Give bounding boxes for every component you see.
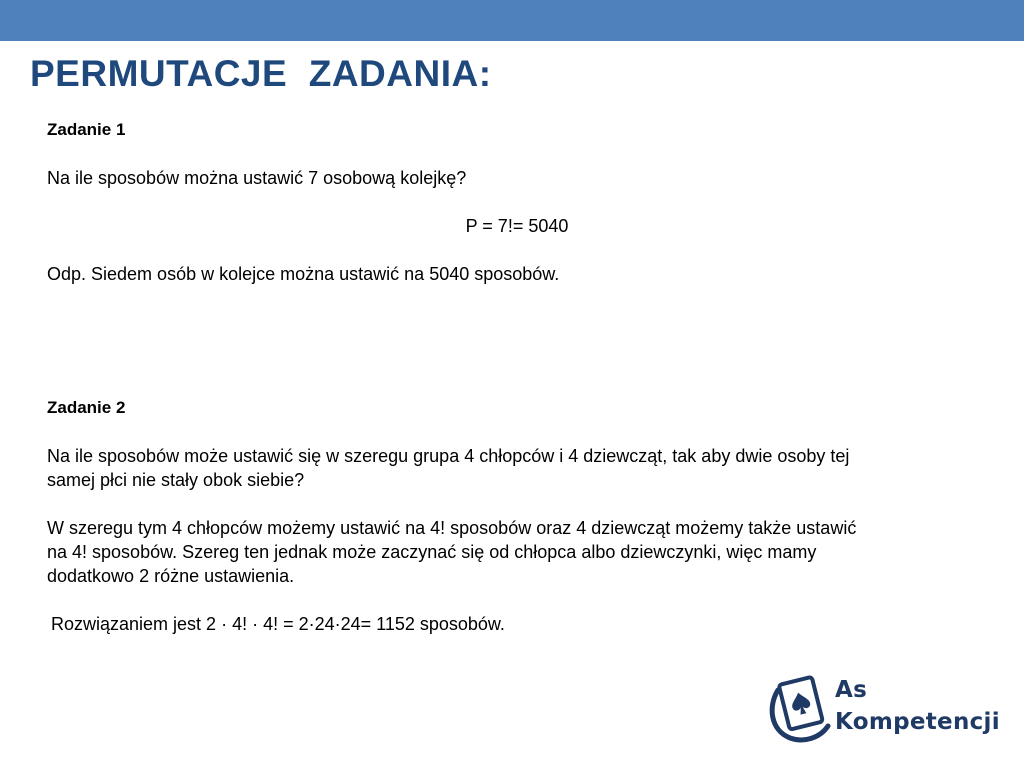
slide-title: PERMUTACJE ZADANIA: (30, 53, 492, 94)
task2-heading: Zadanie 2 (47, 398, 126, 417)
task1-question: Na ile sposobów można ustawić 7 osobową kolejkę? (47, 168, 467, 188)
top-bar (0, 0, 1024, 41)
task2-solution: Rozwiązaniem jest 2 · 4! · 4! = 2·24·24= 1152 sposobów. (51, 614, 505, 634)
task2-explanation-line-3: dodatkowo 2 różne ustawienia. (47, 566, 295, 586)
logo-text-line-2: Kompetencji (835, 709, 1000, 735)
task1-answer: Odp. Siedem osób w kolejce można ustawić na 5040 sposobów. (47, 264, 560, 284)
task2-question-line-1: Na ile sposobów może ustawić się w szeregu grupa 4 chłopców i 4 dziewcząt, tak aby dwie osoby tej (47, 446, 850, 466)
task1-formula: P = 7!= 5040 (465, 216, 569, 236)
task2-explanation-line-2: na 4! sposobów. Szereg ten jednak może zaczynać się od chłopca albo dziewczynki, więc mamy (47, 542, 817, 562)
playing-card-spade-icon (768, 672, 832, 744)
task2-question-line-2: samej płci nie stały obok siebie? (47, 470, 305, 490)
task2-explanation-line-1: W szeregu tym 4 chłopców możemy ustawić na 4! sposobów oraz 4 dziewcząt możemy także ustawić (47, 518, 857, 538)
slide-content (47, 118, 947, 636)
as-kompetencji-logo (768, 672, 998, 744)
logo-text-line-1: As (835, 677, 868, 703)
task1-heading: Zadanie 1 (47, 120, 126, 139)
